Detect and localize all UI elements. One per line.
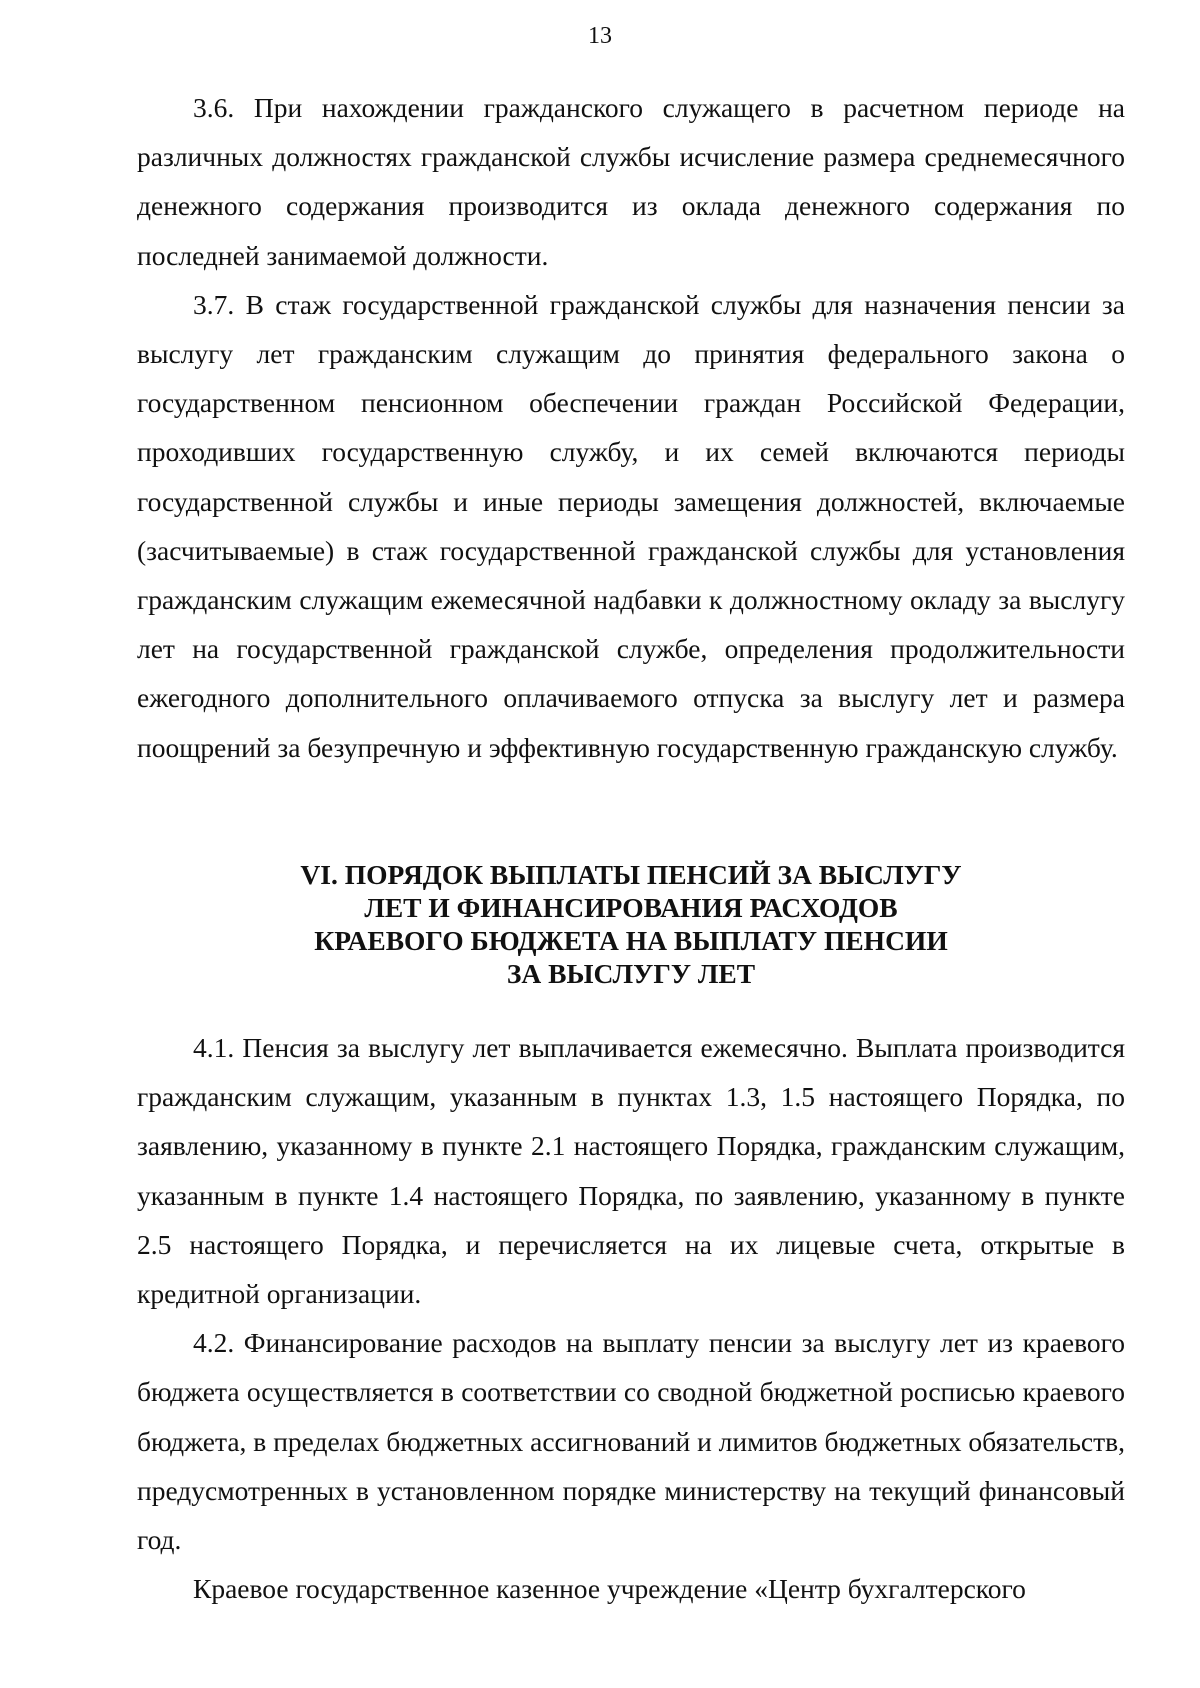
section-heading-line: ЗА ВЫСЛУГУ ЛЕТ [506,958,756,989]
section-heading-line: ЛЕТ И ФИНАНСИРОВАНИЯ РАСХОДОВ [364,892,898,923]
paragraph-3-7: 3.7. В стаж государственной гражданской службы для назначения пенсии за выслугу лет гражданским служащим до принятия федерального закона о государственном пенсионном обеспечении граждан Российской Федерации, проходивших государственную службу, и их семей включаются периоды государственной службы и иные периоды замещения должностей, включаемые (засчитываемые) в стаж государственной гражданской службы для установления гражданским служащим ежемесячной надбавки к должностному окладу за выслугу лет на государственной гражданской службе, определения продолжительности ежегодного дополнительного оплачиваемого отпуска за выслугу лет и размера поощрений за безупречную и эффективную государственную гражданскую службу. [137,288,1125,763]
text-block-section-3 [137,83,1125,772]
paragraph-4-2: 4.2. Финансирование расходов на выплату пенсии за выслугу лет из краевого бюджета осуществляется в соответствии со сводной бюджетной росписью краевого бюджета, в пределах бюджетных ассигнований и лимитов бюджетных обязательств, предусмотренных в установленном порядке министерству на текущий финансовый год. [137,1327,1125,1556]
section-heading-line: VI. ПОРЯДОК ВЫПЛАТЫ ПЕНСИЙ ЗА ВЫСЛУГУ [300,859,962,890]
page-number: 13 [588,23,612,49]
paragraph-continuation: Краевое государственное казенное учреждение «Центр бухгалтерского [193,1573,1026,1605]
text-block-section-4 [137,1023,1125,1613]
section-heading-line: КРАЕВОГО БЮДЖЕТА НА ВЫПЛАТУ ПЕНСИИ [314,925,948,956]
section-heading [137,858,1125,990]
paragraph-4-1: 4.1. Пенсия за выслугу лет выплачивается ежемесячно. Выплата производится гражданским служащим, указанным в пунктах 1.3, 1.5 настоящего Порядка, по заявлению, указанному в пункте 2.1 настоящего Порядка, гражданским служащим, указанным в пункте 1.4 настоящего Порядка, по заявлению, указанному в пункте 2.5 настоящего Порядка, и перечисляется на их лицевые счета, открытые в кредитной организации. [137,1032,1125,1310]
paragraph-3-6: 3.6. При нахождении гражданского служащего в расчетном периоде на различных должностях гражданской службы исчисление размера среднемесячного денежного содержания производится из оклада денежного содержания по последней занимаемой должности. [137,92,1125,271]
